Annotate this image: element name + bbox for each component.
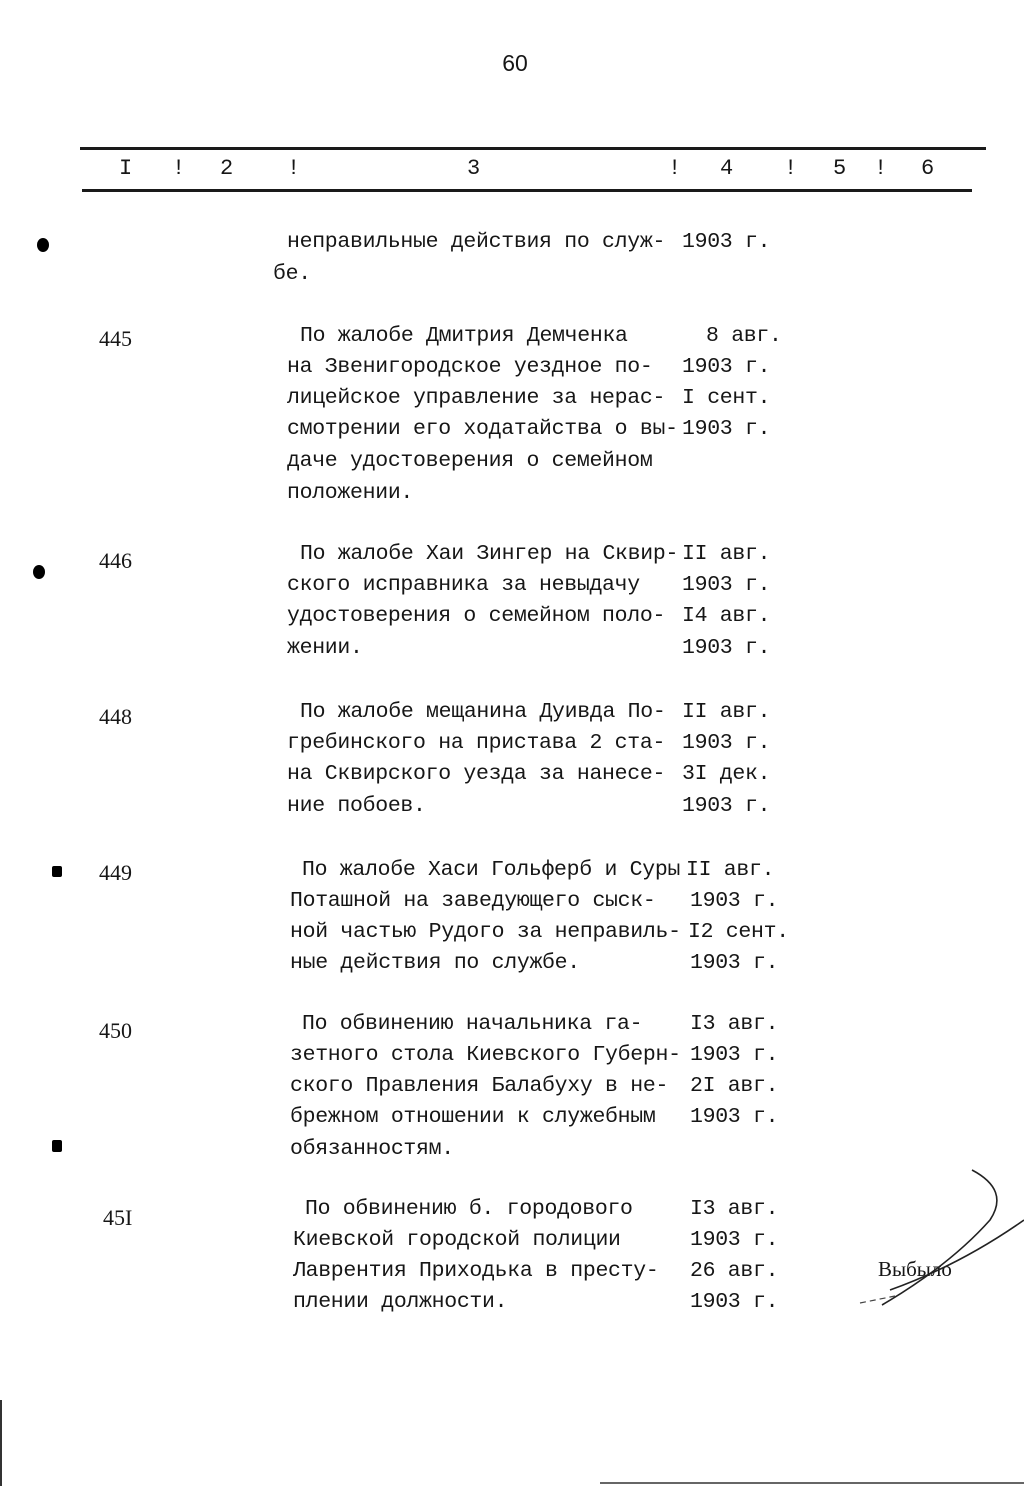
entry-number: 446 (99, 548, 132, 573)
description-line: брежном отношении к служебным (290, 1105, 656, 1129)
table-rule-top (80, 147, 986, 150)
description-line: плении должности. (293, 1290, 508, 1314)
date-line: I4 авг. (682, 604, 771, 628)
column-separator: ! (668, 156, 682, 181)
description-line: зетного стола Киевского Губерн- (290, 1043, 681, 1067)
page-edge (0, 1400, 2, 1486)
binder-hole-icon (52, 866, 62, 877)
description-line: жении. (287, 636, 363, 660)
binder-hole-icon (37, 238, 49, 252)
description-line: положении. (287, 481, 414, 505)
column-separator: ! (287, 156, 301, 181)
description-line: По жалобе мещанина Дуивда По- (300, 700, 666, 724)
description-line: неправильные действия по служ- (287, 230, 666, 254)
entry-number: 445 (99, 326, 132, 351)
date-line: 1903 г. (682, 230, 771, 254)
date-line: I3 авг. (690, 1012, 779, 1036)
date-line: 1903 г. (690, 951, 779, 975)
entry-number: 449 (99, 860, 132, 885)
column-header-5: 5 (833, 156, 847, 181)
description-line: ского исправника за невыдачу (287, 573, 640, 597)
date-line: I2 сент. (688, 920, 789, 944)
description-line: обязанностям. (290, 1137, 454, 1161)
date-line: I3 авг. (690, 1197, 779, 1221)
description-line: смотрении его ходатайства о вы- (287, 417, 678, 441)
date-line: 1903 г. (690, 1290, 779, 1314)
date-line: II авг. (682, 700, 771, 724)
date-line: 1903 г. (690, 1228, 779, 1252)
date-line: 1903 г. (682, 731, 771, 755)
date-line: 1903 г. (690, 1105, 779, 1129)
description-line: на Сквирского уезда за нанесе- (287, 762, 666, 786)
column-separator: ! (784, 156, 798, 181)
description-line: По обвинению начальника га- (302, 1012, 643, 1036)
description-line: ные действия по службе. (290, 951, 580, 975)
page-number: 60 (502, 50, 528, 76)
description-line: По жалобе Хаси Гольферб и Суры (302, 858, 681, 882)
column-separator: ! (172, 156, 186, 181)
date-line: 1903 г. (682, 573, 771, 597)
date-line: 26 авг. (690, 1259, 779, 1283)
column-separator: ! (874, 156, 888, 181)
date-line: 1903 г. (682, 417, 771, 441)
binder-hole-icon (52, 1140, 62, 1152)
entry-number: 448 (99, 704, 132, 729)
entry-number: 450 (99, 1018, 132, 1043)
date-line: 1903 г. (690, 1043, 779, 1067)
description-line: ского Правления Балабуху в не- (290, 1074, 669, 1098)
table-rule-bottom (82, 189, 972, 192)
date-line: 3I дек. (682, 762, 771, 786)
date-line: II авг. (686, 858, 775, 882)
description-line: ние побоев. (287, 794, 426, 818)
handwritten-strike-icon (840, 1150, 1024, 1330)
date-line: 8 авг. (706, 324, 782, 348)
withdrawn-note: Выбыло (878, 1257, 952, 1281)
description-line: ной частью Рудого за неправиль- (290, 920, 681, 944)
column-header-6: 6 (921, 156, 935, 181)
column-header-3: 3 (467, 156, 481, 181)
date-line: I сент. (682, 386, 771, 410)
page-bottom-edge (600, 1482, 1024, 1484)
description-line: гребинского на пристава 2 ста- (287, 731, 666, 755)
description-line: Киевской городской полиции (293, 1228, 621, 1252)
description-line: По жалобе Дмитрия Демченка (300, 324, 628, 348)
description-line: лицейское управление за нерас- (287, 386, 666, 410)
date-line: 2I авг. (690, 1074, 779, 1098)
description-line: даче удостоверения о семейном (287, 449, 653, 473)
date-line: 1903 г. (690, 889, 779, 913)
description-line: Лаврентия Приходька в престу- (293, 1259, 659, 1283)
column-header-4: 4 (720, 156, 734, 181)
description-line: на Звенигородское уездное по- (287, 355, 653, 379)
date-line: 1903 г. (682, 355, 771, 379)
description-line: По жалобе Хаи Зингер на Сквир- (300, 542, 679, 566)
binder-hole-icon (33, 565, 45, 579)
date-line: 1903 г. (682, 636, 771, 660)
description-line: По обвинению б. городового (305, 1197, 633, 1221)
column-header-1: I (119, 156, 133, 181)
entry-number: 45I (103, 1205, 133, 1230)
description-line: удостоверения о семейном поло- (287, 604, 666, 628)
column-header-2: 2 (220, 156, 234, 181)
date-line: II авг. (682, 542, 771, 566)
description-line: Поташной на заведующего сыск- (290, 889, 656, 913)
description-line: бе. (273, 262, 311, 286)
date-line: 1903 г. (682, 794, 771, 818)
